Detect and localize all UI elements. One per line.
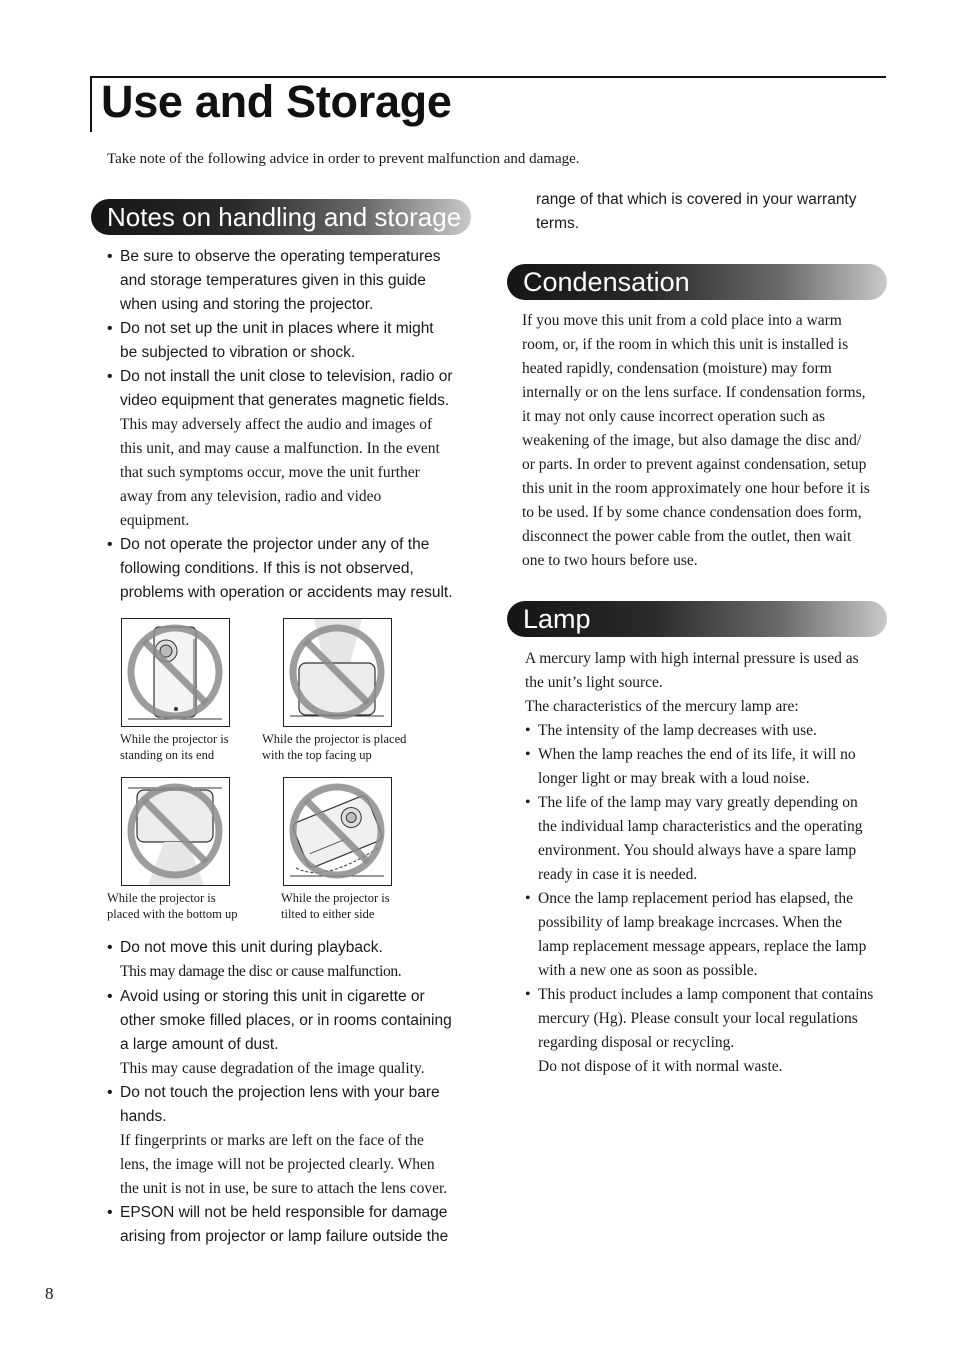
illustration-top-facing-up (283, 618, 392, 727)
note-playback: This may damage the disc or cause malfunction. (120, 963, 402, 980)
note-lens: If fingerprints or marks are left on the face of the lens, the image will not be projected clearly. When the unit is not in use, be sure to attach the lens cover. (120, 1132, 448, 1197)
condensation-text: If you move this unit from a cold place into a warm room, or, if the room in which this unit is installed is heated rapidly, condensation (moisture) may form internally or on the lens surface. If condensation forms, it may not only cause incorrect operation such as weakening of the image, but also damage the disc and/ or parts. In order to prevent against condensation, setup this unit in the room approximately one hour before it is to be used. If by some chance condensation does form, disconnect the power cable from the outlet, then wait one to two hours before use. (522, 312, 870, 569)
bullet-dot-icon: • (525, 722, 531, 739)
bullet-dot-icon: • (107, 368, 113, 385)
bullet-dot-icon: • (107, 320, 113, 337)
section-heading-lamp: Lamp (507, 601, 887, 637)
caption-tilted: While the projector is tilted to either side (281, 891, 390, 921)
prohibited-icon (122, 619, 229, 726)
bullet-dot-icon: • (525, 890, 531, 907)
illustration-standing-on-end (121, 618, 230, 727)
prohibited-icon (284, 619, 391, 726)
note-smoke: This may cause degradation of the image quality. (120, 1060, 425, 1077)
bullet-dot-icon: • (107, 939, 113, 956)
bullet-dot-icon: • (525, 794, 531, 811)
bullet-dot-icon: • (107, 1204, 113, 1221)
intro-text: Take note of the following advice in order to prevent malfunction and damage. (107, 151, 580, 167)
caption-standing: While the projector is standing on its end (120, 732, 229, 762)
bullet-dot-icon: • (525, 986, 531, 1003)
section-heading-handling: Notes on handling and storage (91, 199, 471, 235)
caption-bottom-up: While the projector is placed with the bottom up (107, 891, 238, 921)
prohibited-icon (122, 778, 229, 885)
bullet-dot-icon: • (525, 746, 531, 763)
illustration-bottom-up (121, 777, 230, 886)
bullet-dot-icon: • (107, 988, 113, 1005)
illustration-tilted (283, 777, 392, 886)
prohibited-icon (284, 778, 391, 885)
bullet-dot-icon: • (107, 536, 113, 553)
bullet-dot-icon: • (107, 1084, 113, 1101)
note-magnetic: This may adversely affect the audio and images of this unit, and may cause a malfunction. In the event that such symptoms occur, move the unit further away from any television, radio and video equipment. (120, 416, 440, 529)
title-vertical-bar (90, 76, 92, 132)
section-heading-condensation: Condensation (507, 264, 887, 300)
caption-top-up: While the projector is placed with the top facing up (262, 732, 407, 762)
page-title: Use and Storage (101, 76, 452, 127)
bullet-dot-icon: • (107, 248, 113, 265)
page-number: 8 (45, 1284, 54, 1303)
lamp-intro: A mercury lamp with high internal pressure is used as the unit’s light source. The characteristics of the mercury lamp are: (525, 650, 859, 715)
liability-continued: range of that which is covered in your warranty terms. (536, 191, 857, 232)
